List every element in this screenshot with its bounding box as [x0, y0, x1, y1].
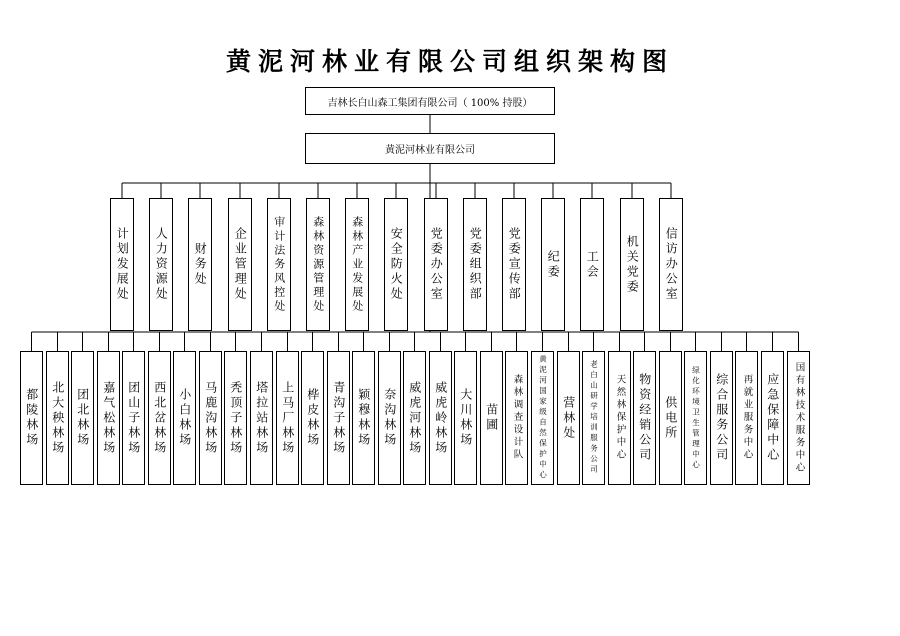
unit-label: 营林处	[561, 395, 576, 441]
department-box	[424, 198, 448, 331]
unit-label: 再就业服务中心	[741, 374, 753, 462]
department-label: 财务处	[193, 242, 208, 287]
unit-label: 苗圃	[484, 403, 499, 433]
department-label: 信访办公室	[664, 227, 679, 302]
department-label: 党委组织部	[468, 227, 483, 302]
unit-box	[480, 351, 503, 485]
unit-label: 马鹿沟林场	[203, 380, 218, 456]
unit-label: 绿化环境卫生管理中心	[691, 365, 701, 471]
unit-label: 嘉气松林场	[101, 380, 116, 456]
department-box	[267, 198, 291, 331]
unit-box	[454, 351, 477, 485]
department-label: 党委宣传部	[507, 227, 522, 302]
unit-box	[608, 351, 631, 485]
department-box	[228, 198, 252, 331]
unit-label: 天然林保护中心	[614, 374, 626, 462]
department-box	[306, 198, 330, 331]
unit-label: 综合服务公司	[714, 373, 729, 463]
unit-box	[378, 351, 401, 485]
department-box	[384, 198, 408, 331]
department-box	[620, 198, 644, 331]
unit-box	[276, 351, 299, 485]
department-label: 人力资源处	[154, 227, 169, 302]
unit-box	[557, 351, 580, 485]
unit-box	[659, 351, 682, 485]
department-label: 企业管理处	[233, 227, 248, 302]
unit-label: 大川林场	[458, 388, 473, 448]
unit-box	[301, 351, 324, 485]
unit-box	[429, 351, 452, 485]
unit-box	[224, 351, 247, 485]
unit-box	[46, 351, 69, 485]
department-box	[541, 198, 565, 331]
unit-label: 黄泥河国家级自然保护中心	[538, 355, 548, 481]
unit-box	[97, 351, 120, 485]
unit-label: 国有林技术服务中心	[793, 361, 805, 475]
unit-box	[20, 351, 43, 485]
parent-company-box	[305, 87, 555, 115]
chart-title: 黄泥河林业有限公司组织架构图	[225, 47, 674, 76]
unit-box	[582, 351, 605, 485]
department-box	[659, 198, 683, 331]
department-label: 审计法务风控处	[272, 215, 286, 314]
unit-label: 桦皮林场	[305, 388, 320, 448]
unit-label: 小白林场	[177, 388, 192, 448]
unit-label: 塔拉站林场	[254, 380, 269, 456]
unit-box	[352, 351, 375, 485]
department-label: 机关党委	[625, 234, 640, 295]
unit-label: 应急保障中心	[765, 373, 780, 463]
unit-box	[633, 351, 656, 485]
department-label: 纪委	[546, 249, 561, 280]
unit-label: 颖穆林场	[356, 388, 371, 448]
unit-box	[122, 351, 145, 485]
unit-box	[761, 351, 784, 485]
department-label: 森林资源管理处	[311, 215, 325, 314]
department-label: 安全防火处	[389, 227, 404, 302]
unit-label: 上马厂林场	[280, 380, 295, 456]
company-box	[305, 133, 555, 164]
company-label: 黄泥河林业有限公司	[385, 145, 475, 156]
unit-box	[684, 351, 707, 485]
unit-box	[531, 351, 554, 485]
unit-box	[250, 351, 273, 485]
department-box	[345, 198, 369, 331]
department-box	[149, 198, 173, 331]
department-box	[502, 198, 526, 331]
department-box	[110, 198, 134, 331]
unit-label: 威虎河林场	[407, 380, 422, 456]
unit-label: 威虎岭林场	[433, 380, 448, 456]
parent-company-label: 吉林长白山森工集团有限公司（ 100% 持股）	[327, 97, 533, 109]
department-label: 计划发展处	[115, 227, 130, 302]
unit-label: 团北林场	[75, 388, 90, 448]
department-label: 森林产业发展处	[350, 215, 364, 314]
unit-box	[173, 351, 196, 485]
unit-label: 老白山研学培训服务公司	[589, 360, 599, 476]
unit-label: 奈沟林场	[382, 388, 397, 448]
department-box	[463, 198, 487, 331]
unit-label: 北大秧林场	[50, 380, 65, 456]
unit-label: 物资经销公司	[637, 373, 652, 463]
unit-box	[787, 351, 810, 485]
department-label: 党委办公室	[429, 227, 444, 302]
unit-box	[735, 351, 758, 485]
unit-box	[199, 351, 222, 485]
unit-box	[505, 351, 528, 485]
unit-box	[71, 351, 94, 485]
unit-box	[403, 351, 426, 485]
unit-box	[710, 351, 733, 485]
unit-box	[327, 351, 350, 485]
unit-box	[148, 351, 171, 485]
unit-label: 秃顶子林场	[228, 380, 243, 456]
department-label: 工会	[585, 249, 600, 280]
unit-label: 都陵林场	[24, 388, 39, 448]
unit-label: 团山子林场	[126, 380, 141, 456]
unit-label: 西北岔林场	[152, 380, 167, 456]
unit-label: 青沟子林场	[331, 380, 346, 456]
department-box	[580, 198, 604, 331]
department-box	[188, 198, 212, 331]
unit-label: 森林调查设计队	[511, 374, 523, 462]
unit-label: 供电所	[663, 395, 678, 441]
